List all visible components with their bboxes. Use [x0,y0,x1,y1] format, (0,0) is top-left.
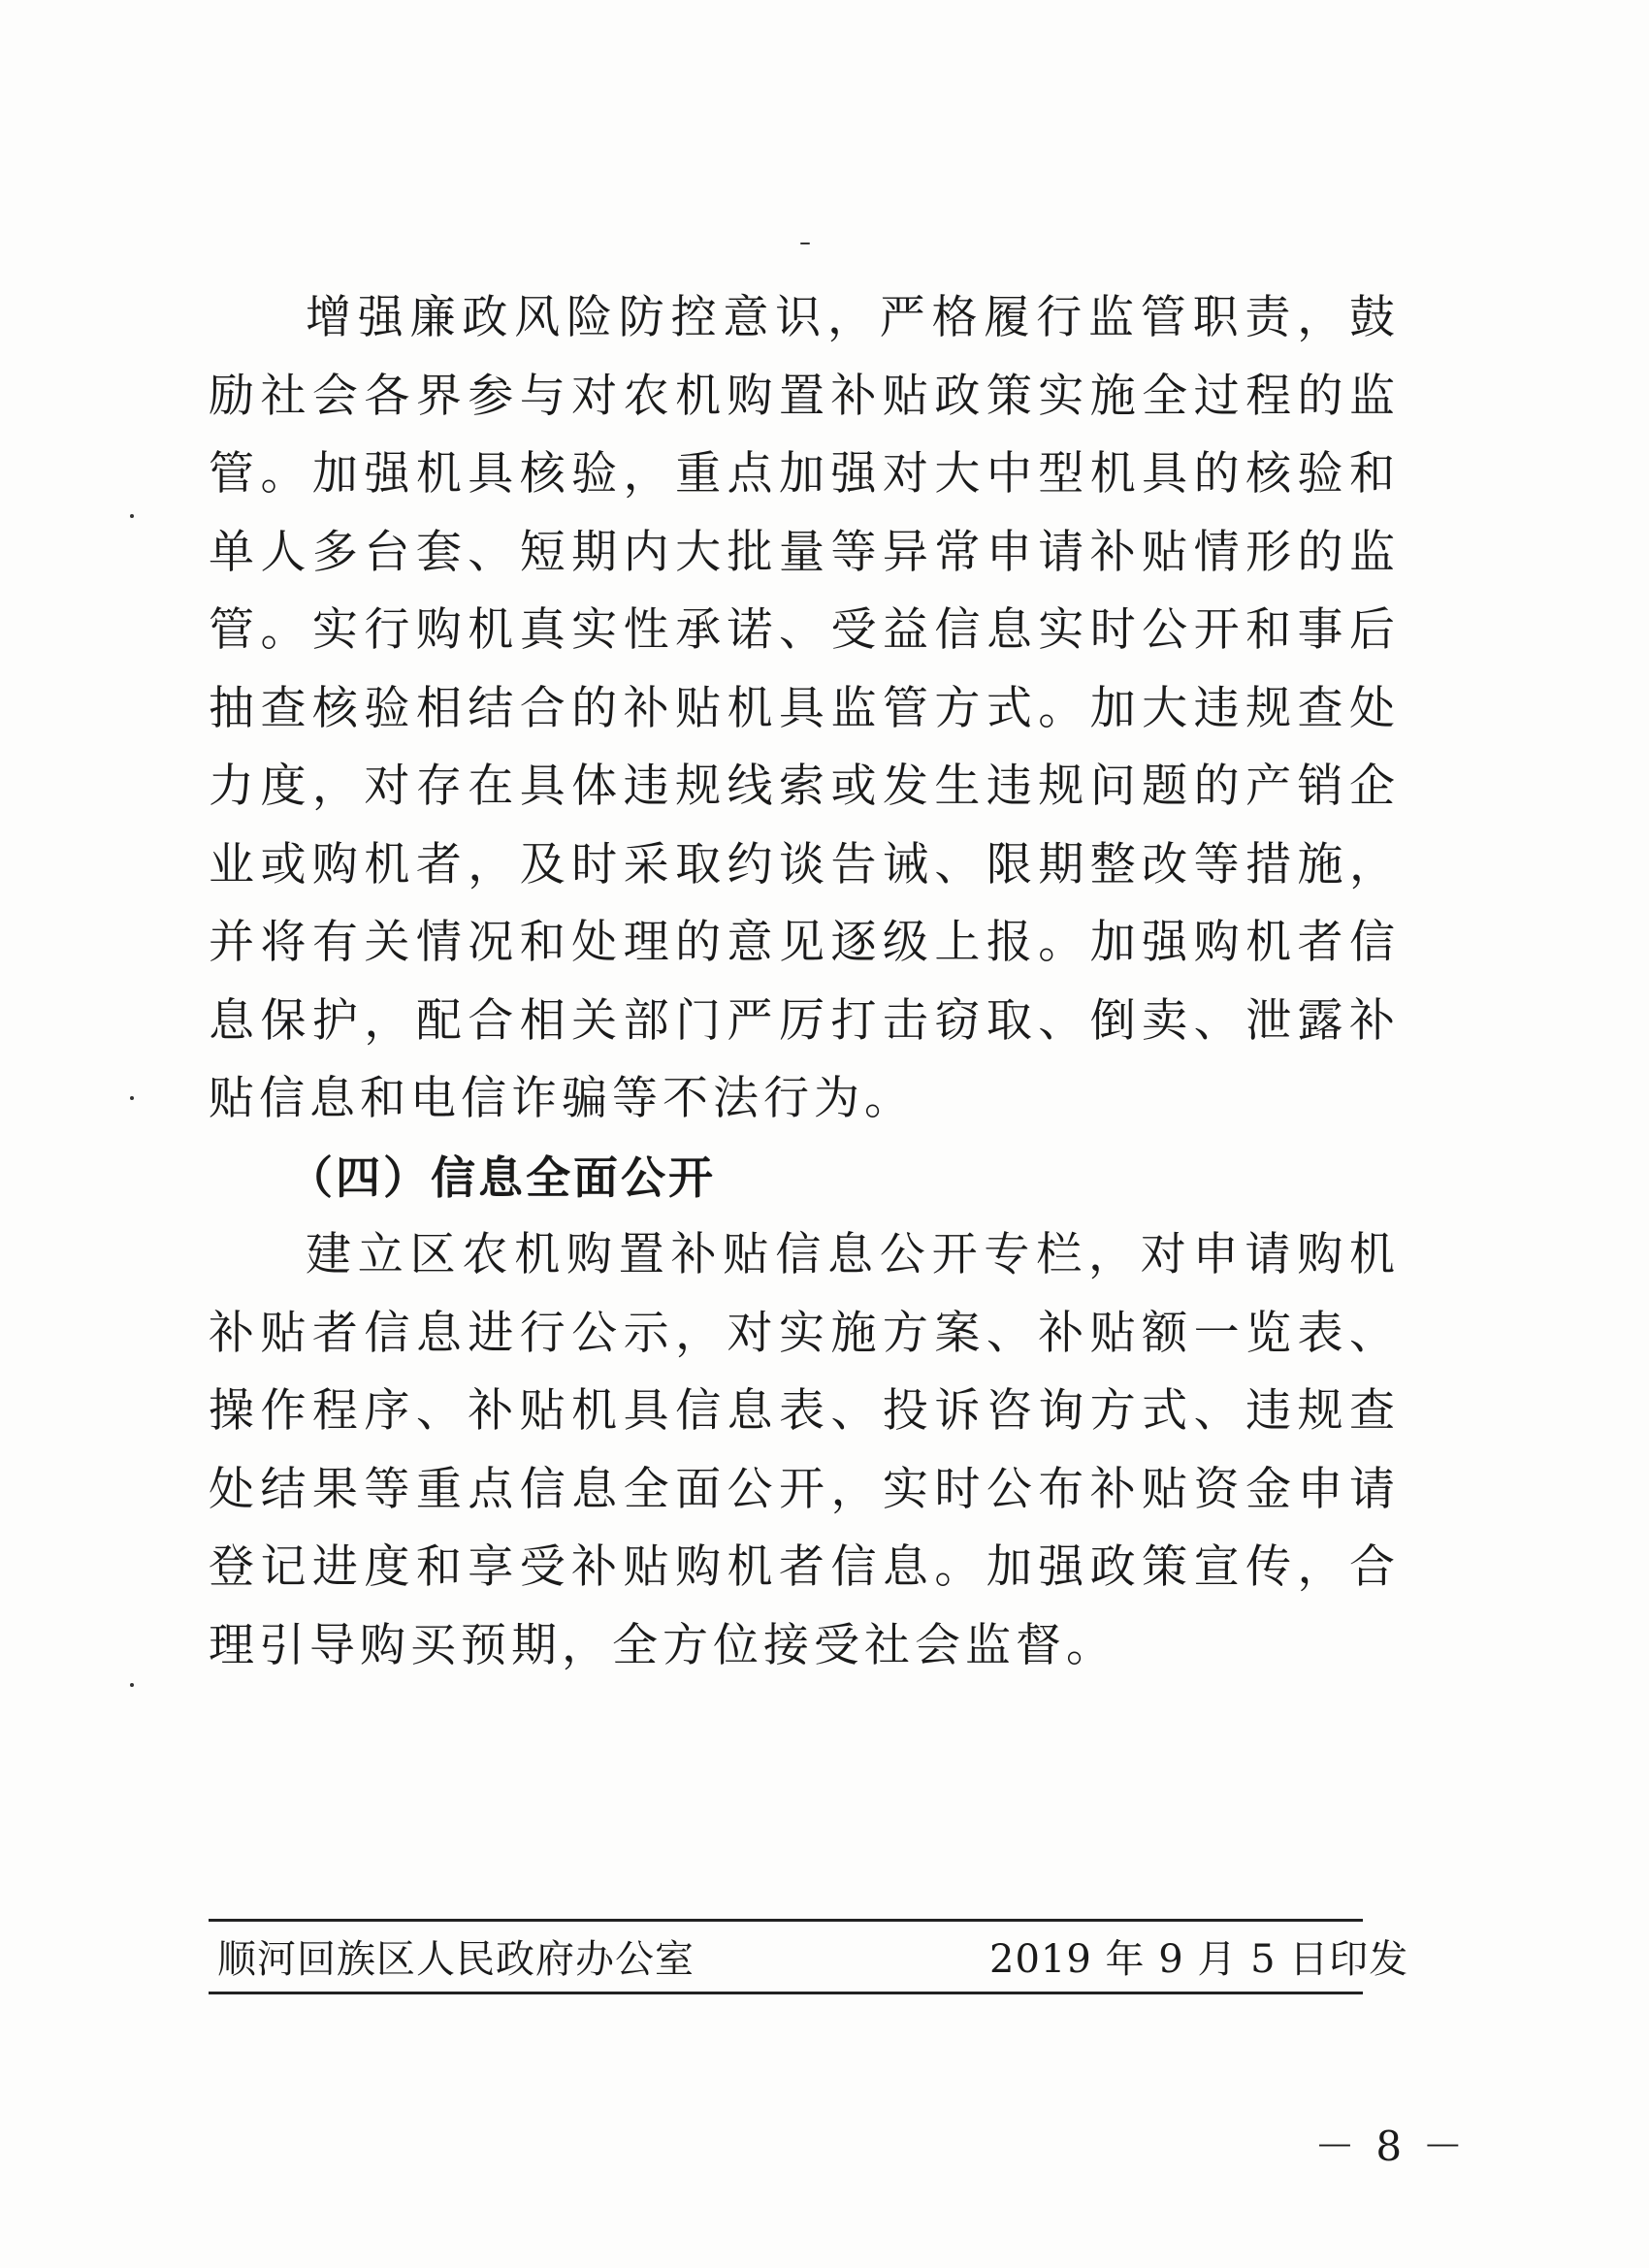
footer-issuer: 顺河回族区人民政府办公室 [217,1937,695,1982]
scan-speck [130,514,134,518]
paragraph-information-disclosure: 建立区农机购置补贴信息公开专栏，对申请购机补贴者信息进行公示，对实施方案、补贴额一览表、操作程序、补贴机具信息表、投诉咨询方式、违规查处结果等重点信息全面公开，实时公布补贴资金申请登记进度和享受补贴购机者信息。加强政策宣传，合理引导购买预期，全方位接受社会监督。 [209,1228,1400,1672]
section-heading-information-disclosure: （四）信息全面公开 [288,1150,716,1204]
document-body [209,279,1400,1685]
footer-rule-top [209,1919,1363,1922]
page-number: － 8 － [1314,2122,1468,2170]
scan-speck [130,1683,134,1687]
paragraph-supervision: 增强廉政风险防控意识，严格履行监管职责，鼓励社会各界参与对农机购置补贴政策实施全过程的监管。加强机具核验，重点加强对大中型机具的核验和单人多台套、短期内大批量等异常申请补贴情形的监管。实行购机真实性承诺、受益信息实时公开和事后抽查核验相结合的补贴机具监管方式。加大违规查处力度，对存在具体违规线索或发生违规问题的产销企业或购机者，及时采取约谈告诫、限期整改等措施，并将有关情况和处理的意见逐级上报。加强购机者信息保护，配合相关部门严厉打击窃取、倒卖、泄露补贴信息和电信诈骗等不法行为。 [209,291,1400,1125]
footer-issue-date: 2019 年 9 月 5 日印发 [989,1937,1409,1982]
footer-rule-bottom [209,1992,1363,1994]
scan-speck [800,243,810,244]
scan-speck [130,1096,134,1100]
